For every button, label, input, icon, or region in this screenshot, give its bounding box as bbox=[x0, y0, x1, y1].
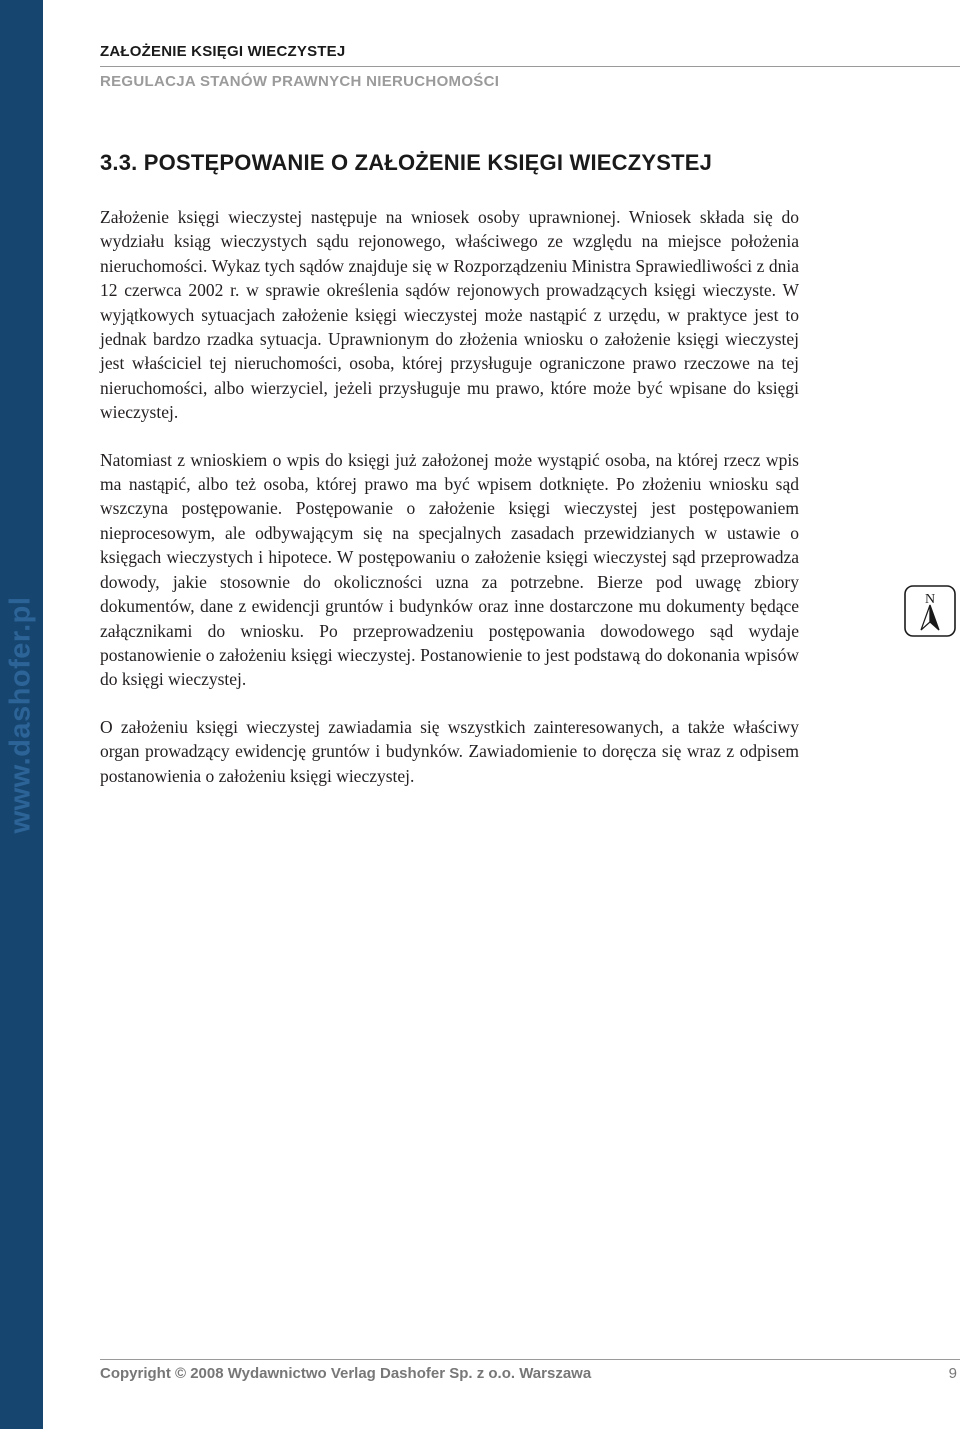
chapter-title: ZAŁOŻENIE KSIĘGI WIECZYSTEJ bbox=[100, 43, 346, 60]
compass-icon bbox=[904, 585, 956, 637]
compass-letter: N bbox=[924, 592, 936, 607]
paragraph-2: Natomiast z wnioskiem o wpis do księgi już założonej może wystąpić osoba, na której rzecz wpis ma nastąpić, albo też osoba, której prawo ma być wpisem dotknięte. Po złożeniu wniosku sąd wszczyna postępowanie. Postępowanie o założenie księgi wieczystej jest postępowaniem nieprocesowym, ale odbywającym się na specjalnych zasadach przewidzianych w ustawie o księgach wieczystych i hipotece. W postępowaniu o założenie księgi wieczystej sąd przeprowadza dowody, jakie stosownie do okoliczności uzna za potrzebne. Bierze pod uwagę zbiory dokumentów, dane z ewidencji gruntów i budynków oraz inne dostarczone mu dokumenty będące załącznikami do wniosku. Po przeprowadzeniu postępowania dowodowego sąd wydaje postanowienie o założeniu księgi wieczystej. Postanowienie to jest podstawą do dokonania wpisów do księgi wieczystej. bbox=[100, 449, 799, 690]
header-divider bbox=[100, 66, 960, 67]
chapter-subtitle: REGULACJA STANÓW PRAWNYCH NIERUCHOMOŚCI bbox=[100, 73, 500, 90]
page-number: 9 bbox=[948, 1365, 957, 1382]
body-text bbox=[100, 205, 799, 811]
footer-copyright: Copyright © 2008 Wydawnictwo Verlag Dashofer Sp. z o.o. Warszawa bbox=[100, 1365, 592, 1382]
sidebar bbox=[0, 0, 43, 1429]
section-title: 3.3. POSTĘPOWANIE O ZAŁOŻENIE KSIĘGI WIECZYSTEJ bbox=[100, 150, 713, 175]
paragraph-3: O założeniu księgi wieczystej zawiadamia się wszystkich zainteresowanych, a także właściwy organ prowadzący ewidencję gruntów i budynków. Zawiadomienie to doręcza się wraz z odpisem postanowienia o założeniu księgi wieczystej. bbox=[100, 716, 799, 786]
sidebar-watermark: www.dashofer.pl bbox=[4, 596, 37, 834]
paragraph-1: Założenie księgi wieczystej następuje na wniosek osoby uprawnionej. Wniosek składa się do wydziału ksiąg wieczystych sądu rejonowego, właściwego ze względu na miejsce położenia nieruchomości. Wykaz tych sądów znajduje się w Rozporządzeniu Ministra Sprawiedliwości z dnia 12 czerwca 2002 r. w sprawie określenia sądów rejonowych prowadzących księgi wieczyste. W wyjątkowych sytuacjach założenie księgi wieczystej może nastąpić z urzędu, w praktyce jest to jednak bardzo rzadka sytuacja. Uprawnionym do złożenia wniosku o założenie księgi wieczystej jest właściciel tej nieruchomości, osoba, której przysługuje ograniczone prawo rzeczowe na tej nieruchomości, albo wierzyciel, jeżeli przysługuje mu prawo, które może być wpisane do księgi wieczystej. bbox=[100, 207, 799, 423]
footer-divider bbox=[100, 1359, 960, 1360]
